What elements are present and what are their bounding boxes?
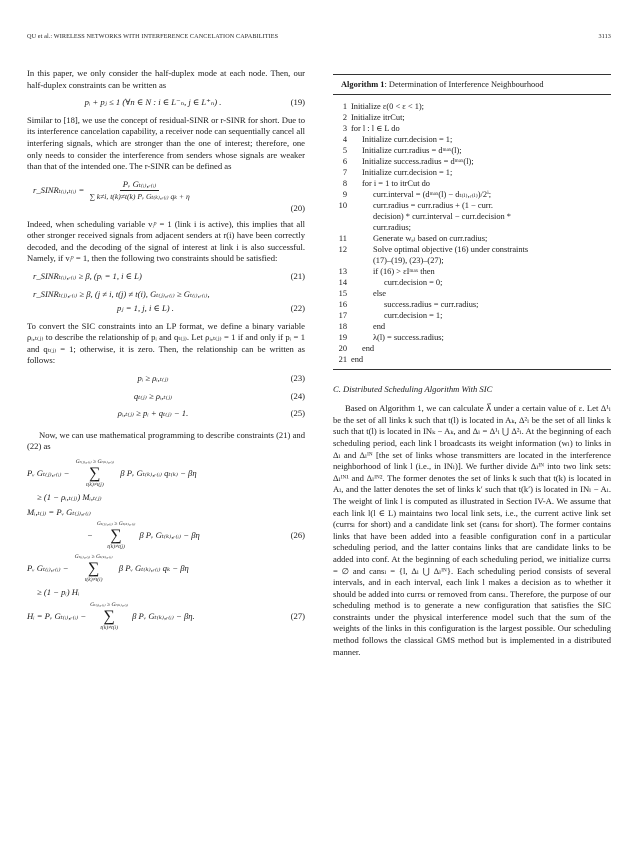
constraint-line: ≥ (1 − pᵢ) Hᵢ: [37, 587, 80, 598]
equation-19: [27, 97, 305, 109]
line-text: curr.radius = curr.radius + (1 − curr.: [373, 200, 493, 210]
line-text: λ(l) = success.radius;: [373, 332, 444, 342]
equation-number: (26): [290, 530, 305, 541]
algorithm-line: [333, 167, 611, 178]
line-text: Solve optimal objective (16) under constraints: [373, 244, 529, 254]
line-number: 8: [342, 178, 347, 188]
algorithm-line: [333, 266, 611, 277]
line-number: 2: [342, 112, 347, 122]
line-number: 5: [342, 145, 347, 155]
algorithm-line: [333, 321, 611, 332]
algorithm-line: [333, 200, 611, 211]
numerator: Pᵥ Gₜ₍ᵢ₎,ᵣ₍ᵢ₎: [120, 179, 160, 192]
algorithm-line: [333, 299, 611, 310]
page-number: 3113: [598, 33, 611, 40]
line-text: curr.decision = 1;: [384, 310, 443, 320]
line-text: curr.decision = 0;: [384, 277, 443, 287]
line-text: for i = 1 to itrCut do: [362, 178, 430, 188]
algorithm-line: [333, 145, 611, 156]
line-number: 6: [342, 156, 347, 166]
algorithm-line: [333, 222, 611, 233]
algorithm-line: [333, 156, 611, 167]
equation-number: (20): [290, 202, 305, 213]
algorithm-line: [333, 233, 611, 244]
equation-27: Hᵢ = Pᵥ Gₜ₍ᵢ₎,ᵣ₍ᵢ₎ − Gₜ₍ᵢ₎,ᵣ₍ᵢ₎ ≥ Gₜ₍ₖ₎,ᵣ₍ᵢ₎ ∑ t(k)≠t(i) β Pᵥ Gₜ₍ₖ₎,ᵣ₍ᵢ₎ − βη. (27): [27, 601, 305, 631]
summation: Gₜ₍ⱼ₎,ᵣ₍ᵢ₎ ≥ Gₜ₍ₖ₎,ᵣ₍ᵢ₎ ∑ t(k)≠t(j): [75, 459, 115, 489]
line-number: 17: [338, 310, 347, 320]
algorithm-line: [333, 343, 611, 354]
algorithm-lines: [333, 101, 611, 365]
algorithm-line: [333, 332, 611, 343]
constraint-line: Mᵢ,ₜ₍ⱼ₎ = Pᵥ Gₜ₍ⱼ₎,ᵣ₍ᵢ₎: [27, 506, 91, 517]
paragraph: In this paper, we only consider the half-duplex mode at each node. Then, our half-duplex constraints can be written as: [27, 68, 305, 90]
line-number: 18: [338, 321, 347, 331]
line-number: [333, 222, 351, 233]
line-number: [333, 211, 351, 222]
algorithm-line: [333, 189, 611, 200]
right-column: [333, 68, 611, 664]
algorithm-line: [333, 354, 611, 365]
line-text: for l : l ∈ L do: [351, 123, 400, 133]
page-header: [27, 33, 611, 40]
line-number: 3: [342, 123, 347, 133]
denominator: ∑ k≠i, t(k)≠t(k) Pᵥ Gₜ₍ₖ₎,ᵣ₍ᵢ₎ qₖ + η: [89, 192, 190, 202]
line-text: (17)–(19), (23)–(27);: [373, 255, 444, 265]
line-number: 4: [342, 134, 347, 144]
line-text: Initialize curr.decision = 1;: [362, 134, 453, 144]
summation: Gₜ₍ⱼ₎,ᵣ₍ᵢ₎ ≥ Gₜ₍ₖ₎,ᵣ₍ᵢ₎ ∑ t(k)≠t(j): [96, 521, 136, 551]
algorithm-box: [333, 74, 611, 370]
algorithm-line: [333, 277, 611, 288]
algorithm-line: [333, 134, 611, 145]
line-number: 7: [342, 167, 347, 177]
algorithm-line: [333, 310, 611, 321]
algorithm-line: [333, 123, 611, 134]
line-text: end: [351, 354, 364, 364]
line-number: 10: [338, 200, 347, 210]
paragraph: Now, we can use mathematical programming to describe constraints (21) and (22) as: [27, 429, 305, 452]
algorithm-title: Algorithm 1: Determination of Interference Neighbourhood: [333, 75, 611, 95]
line-text: curr.interval = (dᵐᵃˣ(l) − dₜ₍ₗ₎,ᵣ₍ₗ₎)/2ⁱ;: [373, 189, 492, 199]
constraint-line: ≥ (1 − ρᵢ,ₜ₍ⱼ₎) Mᵢ,ₜ₍ⱼ₎: [37, 492, 102, 503]
line-text: Generate wₐₗ based on curr.radius;: [373, 233, 488, 243]
line-text: end: [373, 321, 386, 331]
line-number: 19: [338, 332, 347, 342]
line-number: 1: [342, 101, 347, 111]
algorithm-line: [333, 101, 611, 112]
equation-22: pⱼ = 1, j, i ∈ L) . (22): [117, 303, 305, 314]
constraint-line: Pᵥ Gₜ₍ⱼ₎,ᵣ₍ᵢ₎ − Gₜ₍ⱼ₎,ᵣ₍ᵢ₎ ≥ Gₜ₍ₖ₎,ᵣ₍ᵢ₎ ∑ t(k)≠t(j) β Pᵥ Gₜ₍ₖ₎,ᵣ₍ᵢ₎ qₜ₍ₖ₎ − βη: [27, 459, 197, 489]
equation-21: r_SINRₜ₍ᵢ₎,ᵣ₍ᵢ₎ ≥ β, (pᵢ = 1, i ∈ L) (21): [33, 270, 305, 281]
algorithm-line: [333, 244, 611, 255]
line-number: 13: [338, 266, 347, 276]
equation-24: qₜ₍ⱼ₎ ≥ ρᵢ,ₜ₍ⱼ₎ (24): [133, 390, 305, 401]
algorithm-line: [333, 255, 611, 266]
fraction: [86, 179, 192, 203]
equation-body: pᵢ + pⱼ ≤ 1 (∀n ∈ N : i ∈ L⁻ₙ, j ∈ L⁺ₙ) .: [84, 97, 222, 108]
summation: Gₜ₍ᵢ₎,ᵣ₍ᵢ₎ ≥ Gₜ₍ₖ₎,ᵣ₍ᵢ₎ ∑ t(k)≠t(i): [74, 554, 113, 584]
line-text: if (16) > εIᵐᵃˣ then: [373, 266, 435, 276]
line-number: 20: [338, 343, 347, 353]
line-text: Initialize curr.radius = dᵐᵃˣ(l);: [362, 145, 462, 155]
line-number: 21: [338, 354, 347, 364]
line-number: 11: [338, 233, 347, 243]
paragraph: Indeed, when scheduling variable vᵢᵖ = 1 (link i is active), this implies that all other stronger received signals from adjacent senders at r(i) have been correctly decoded, and the decoding of the signal of interest at link i is also successful. Namely, if vᵢᵖ = 1, then the following two constraints should be satisfied:: [27, 218, 305, 264]
section-title: C. Distributed Scheduling Algorithm With SIC: [333, 383, 493, 394]
line-text: Initialize curr.decision = 1;: [362, 167, 453, 177]
line-text: end: [362, 343, 375, 353]
line-text: Initialize ε(0 < ε < 1);: [351, 101, 424, 111]
algorithm-line: [333, 112, 611, 123]
equation-22-line-1: r_SINRₜ₍ⱼ₎,ᵣ₍ᵢ₎ ≥ β, (j ≠ i, t(j) ≠ t(i), Gₜ₍ⱼ₎,ᵣ₍ᵢ₎ ≥ Gₜ₍ᵢ₎,ᵣ₍ᵢ₎,: [33, 288, 210, 299]
equation-23: pᵢ ≥ ρᵢ,ₜ₍ⱼ₎ (23): [137, 373, 305, 384]
equation-20: [27, 179, 305, 203]
line-number: 16: [338, 299, 347, 309]
left-column: [27, 68, 305, 635]
line-text: Initialize itrCut;: [351, 112, 405, 122]
line-number: [333, 255, 351, 266]
equation-number: (27): [290, 611, 305, 622]
line-text: curr.radius;: [373, 222, 411, 232]
line-text: success.radius = curr.radius;: [384, 299, 479, 309]
algorithm-line: [333, 178, 611, 189]
equation-26: − Gₜ₍ⱼ₎,ᵣ₍ᵢ₎ ≥ Gₜ₍ₖ₎,ᵣ₍ᵢ₎ ∑ t(k)≠t(j) β Pᵥ Gₜ₍ₖ₎,ᵣ₍ᵢ₎ − βη (26): [87, 521, 305, 551]
line-number: 14: [338, 277, 347, 287]
line-text: decision) * curr.interval − curr.decision *: [373, 211, 511, 221]
running-title: QU et al.: WIRELESS NETWORKS WITH INTERFERENCE CANCELATION CAPABILITIES: [27, 33, 279, 40]
paragraph: Based on Algorithm 1, we can calculate λ⃗ under a certain value of ε. Let Δ¹ₗ be the set of all links k such that t(l) is located in Aₖ, Δ²ₗ be the set of all links k such that t(l) is located in INₖ − Aₖ, and Δₗ = Δ¹ₗ ⋃ Δ²ₗ. At the beginning of each scheduling period, each link l broadcasts its weight information (wₗ) to links in Δₗ and Δₗᴵᴺ [the set of links whose transmitters are located in the interference neighborhood of link l (i.e., in INₗ)]. We further divide Δₗᴵᴺ into two link sets: Δₗᴵᴺ¹ and Δₗᴵᴺ². The former denotes the set of links k such that t(k) is located in Aₗ, and the latter denotes the set of links k′ such that t(k′) is located in INₗ − Aₗ. The weight of link l is computed as illustrated in Section IV-A. We assume that each link l(l ∈ L) maintains two local link sets, i.e., the current active link set (currsₗ for short) and a candidate link set (cansₗ for short). The former contains links that have been added into a feasible configuration conf in a particular scheduling period, and the latter contains links that are candidate links to be added into conf. At the beginning of each scheduling period, we initialize currsₗ = ∅ and cansₗ = {l, Δₗ ⋃ Δₗᴵᴺ}. Each scheduling period consists of several intervals, and in each interval, each link l makes a decision as to whether it should be added into currsₗ or removed from cansₗ. Therefore, the purpose of our scheduling method is to generate a new configuration that satisfies the SIC constraints under the physical interference model such that the sum of the weights of the links in this configuration is the largest possible. Our scheduling method follows the classical GMS method but is implemented in a distributed manner.: [333, 403, 611, 657]
line-text: else: [373, 288, 387, 298]
algorithm-line: [333, 288, 611, 299]
constraint-line: Pᵥ Gₜ₍ᵢ₎,ᵣ₍ᵢ₎ − Gₜ₍ᵢ₎,ᵣ₍ᵢ₎ ≥ Gₜ₍ₖ₎,ᵣ₍ᵢ₎ ∑ t(k)≠t(i) β Pᵥ Gₜ₍ₖ₎,ᵣ₍ᵢ₎ qₖ − βη: [27, 554, 189, 584]
line-number: 9: [342, 189, 347, 199]
paragraph: Similar to [18], we use the concept of residual-SINR or r-SINR for short. Due to its interference cancelation capability, a receiver node can sequentially cancel all interfering signals, which are stronger than the one of interest; therefore, one only needs to consider the interference from senders whose signals are weaker than that of the intended one. The r-SINR can be defined as: [27, 114, 305, 172]
equation-25: ρᵢ,ₜ₍ⱼ₎ ≥ pᵢ + qₜ₍ⱼ₎ − 1. (25): [117, 408, 305, 419]
line-text: Initialize success.radius = dᵐᵃˣ(l);: [362, 156, 474, 166]
algorithm-line: [333, 211, 611, 222]
line-number: 15: [338, 288, 347, 298]
equation-number: (19): [290, 97, 305, 108]
summation: Gₜ₍ᵢ₎,ᵣ₍ᵢ₎ ≥ Gₜ₍ₖ₎,ᵣ₍ᵢ₎ ∑ t(k)≠t(i): [90, 601, 129, 631]
equation-lhs: r_SINRₜ₍ᵢ₎,ₜ₍ᵢ₎ =: [33, 184, 85, 195]
line-number: 12: [338, 244, 347, 254]
paragraph: To convert the SIC constraints into an LP format, we define a binary variable ρᵢ,ₜ₍ⱼ₎ to describe the relationship of pᵢ and qₜ₍ⱼ₎. Let ρᵢ,ₜ₍ⱼ₎ = 1 if and only if pᵢ = 1 and qₜ₍ⱼ₎ = 1; otherwise, it is zero. Then, the relationship can be written as follows:: [27, 320, 305, 366]
